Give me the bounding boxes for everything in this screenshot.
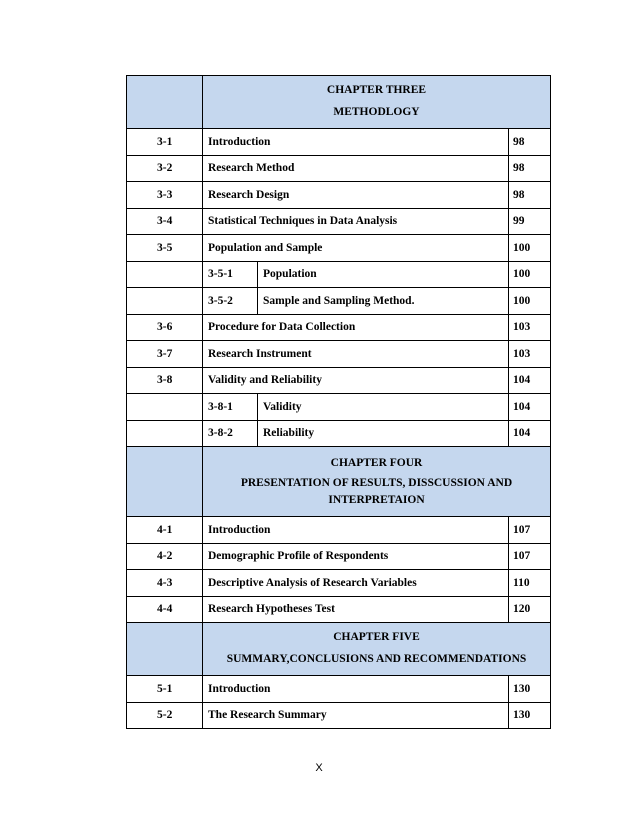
chapter-header-cell	[203, 76, 551, 129]
toc-section-row	[127, 702, 551, 729]
section-number: 3-6	[127, 314, 203, 341]
section-title: Introduction	[203, 129, 509, 156]
page-number-cell: 104	[509, 394, 551, 421]
section-title: Descriptive Analysis of Research Variables	[203, 570, 509, 597]
chapter-header-row	[127, 76, 551, 129]
toc-section-row	[127, 517, 551, 544]
section-number: 5-2	[127, 702, 203, 729]
toc-section-row	[127, 235, 551, 262]
chapter-heading: CHAPTER FIVE	[333, 631, 420, 644]
section-number: 4-1	[127, 517, 203, 544]
page-number-cell: 98	[509, 155, 551, 182]
toc-section-row	[127, 676, 551, 703]
page-number-cell: 104	[509, 420, 551, 447]
page-number-cell: 103	[509, 341, 551, 368]
section-title: Research Design	[203, 182, 509, 209]
chapter-header-cell	[203, 447, 551, 517]
subsection-number: 3-5-2	[203, 288, 258, 315]
subsection-number: 3-5-1	[203, 261, 258, 288]
section-number: 5-1	[127, 676, 203, 703]
page-number-cell: 99	[509, 208, 551, 235]
section-title: Demographic Profile of Respondents	[203, 543, 509, 570]
subsection-title: Population	[258, 261, 509, 288]
section-number: 4-3	[127, 570, 203, 597]
section-title: Introduction	[203, 517, 509, 544]
chapter-header-blank	[127, 623, 203, 676]
toc-section-row	[127, 155, 551, 182]
page-number-cell: 98	[509, 182, 551, 209]
chapter-header-cell	[203, 623, 551, 676]
page-number-cell: 100	[509, 288, 551, 315]
section-title: The Research Summary	[203, 702, 509, 729]
section-number: 3-3	[127, 182, 203, 209]
section-title: Statistical Techniques in Data Analysis	[203, 208, 509, 235]
blank-cell	[127, 261, 203, 288]
chapter-header-row	[127, 447, 551, 517]
page-number: X	[315, 762, 323, 774]
page-number-cell: 130	[509, 676, 551, 703]
page-number-cell: 104	[509, 367, 551, 394]
page-number-cell: 98	[509, 129, 551, 156]
section-number: 3-5	[127, 235, 203, 262]
chapter-header-blank	[127, 447, 203, 517]
toc-section-row	[127, 341, 551, 368]
section-number: 4-2	[127, 543, 203, 570]
toc-section-row	[127, 367, 551, 394]
blank-cell	[127, 288, 203, 315]
section-title: Validity and Reliability	[203, 367, 509, 394]
subsection-title: Sample and Sampling Method.	[258, 288, 509, 315]
toc-subsection-row	[127, 288, 551, 315]
page-number-cell: 110	[509, 570, 551, 597]
toc-body	[127, 76, 551, 729]
section-number: 3-4	[127, 208, 203, 235]
toc-section-row	[127, 596, 551, 623]
toc-subsection-row	[127, 420, 551, 447]
chapter-title: SUMMARY,CONCLUSIONS AND RECOMMENDATIONS	[226, 653, 527, 665]
toc-section-row	[127, 314, 551, 341]
section-number: 4-4	[127, 596, 203, 623]
table-of-contents	[126, 75, 551, 729]
section-title: Research Instrument	[203, 341, 509, 368]
chapter-header-row	[127, 623, 551, 676]
toc-section-row	[127, 129, 551, 156]
section-number: 3-2	[127, 155, 203, 182]
section-title: Research Method	[203, 155, 509, 182]
subsection-number: 3-8-1	[203, 394, 258, 421]
section-title: Population and Sample	[203, 235, 509, 262]
section-number: 3-1	[127, 129, 203, 156]
chapter-header-blank	[127, 76, 203, 129]
toc-section-row	[127, 208, 551, 235]
toc-subsection-row	[127, 261, 551, 288]
page-number-cell: 107	[509, 517, 551, 544]
page-number-cell: 100	[509, 235, 551, 262]
chapter-title: METHODLOGY	[333, 106, 420, 118]
page-number-cell: 103	[509, 314, 551, 341]
toc-section-row	[127, 570, 551, 597]
section-title: Introduction	[203, 676, 509, 703]
section-title: Procedure for Data Collection	[203, 314, 509, 341]
page-number-cell: 130	[509, 702, 551, 729]
toc-subsection-row	[127, 394, 551, 421]
toc-section-row	[127, 182, 551, 209]
section-number: 3-8	[127, 367, 203, 394]
section-title: Research Hypotheses Test	[203, 596, 509, 623]
page-number-cell: 107	[509, 543, 551, 570]
chapter-title: PRESENTATION OF RESULTS, DISSCUSSION AND INTERPRETAION	[240, 476, 513, 507]
blank-cell	[127, 394, 203, 421]
subsection-title: Reliability	[258, 420, 509, 447]
page-number-cell: 100	[509, 261, 551, 288]
subsection-number: 3-8-2	[203, 420, 258, 447]
chapter-heading: CHAPTER FOUR	[330, 456, 423, 469]
chapter-heading: CHAPTER THREE	[326, 84, 427, 97]
blank-cell	[127, 420, 203, 447]
page-number-cell: 120	[509, 596, 551, 623]
toc-section-row	[127, 543, 551, 570]
subsection-title: Validity	[258, 394, 509, 421]
section-number: 3-7	[127, 341, 203, 368]
